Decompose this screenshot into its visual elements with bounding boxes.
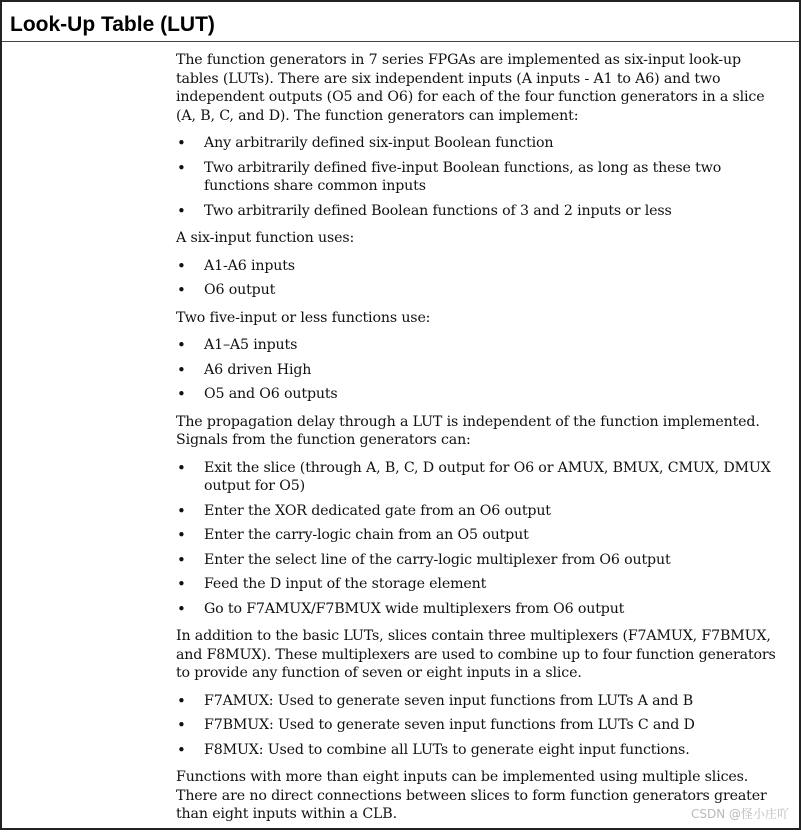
list-item: • Feed the D input of the storage element xyxy=(176,575,784,594)
list-item: • Enter the carry-logic chain from an O5 output xyxy=(176,526,784,545)
list-item: • O5 and O6 outputs xyxy=(176,385,784,404)
list-item: • O6 output xyxy=(176,281,784,300)
list-item: • Two arbitrarily defined five-input Boolean functions, as long as these two functions share common inputs xyxy=(176,159,784,196)
mux-paragraph: In addition to the basic LUTs, slices contain three multiplexers (F7AMUX, F7BMUX, and F8MUX). These multiplexers are used to combine up to four function generators to provide any function of seven or eight inputs in a slice. xyxy=(176,628,776,681)
list-item: • Two arbitrarily defined Boolean functions of 3 and 2 inputs or less xyxy=(176,202,784,221)
five-input-paragraph: Two five-input or less functions use: xyxy=(176,309,431,326)
list-item: • Exit the slice (through A, B, C, D output for O6 or AMUX, BMUX, CMUX, DMUX output for O5) xyxy=(176,459,784,496)
six-input-paragraph: A six-input function uses: xyxy=(176,230,355,246)
propagation-paragraph: The propagation delay through a LUT is independent of the function implemented. Signals from the function generators can: xyxy=(176,413,760,448)
five-input-list xyxy=(176,336,784,404)
signals-list xyxy=(176,459,784,619)
watermark: CSDN @怪小庄吖 xyxy=(690,807,789,821)
list-item: • Any arbitrarily defined six-input Boolean function xyxy=(176,134,784,153)
list-item: • F7AMUX: Used to generate seven input functions from LUTs A and B xyxy=(176,692,784,711)
mux-list xyxy=(176,692,784,760)
section-title: Look-Up Table (LUT) xyxy=(10,13,215,36)
title-divider xyxy=(2,41,799,42)
list-item: • F8MUX: Used to combine all LUTs to generate eight input functions. xyxy=(176,741,784,760)
implement-list xyxy=(176,134,784,220)
section-body xyxy=(176,51,784,833)
list-item: • A6 driven High xyxy=(176,361,784,380)
list-item: • Go to F7AMUX/F7BMUX wide multiplexers from O6 output xyxy=(176,600,784,619)
six-input-list xyxy=(176,257,784,300)
intro-paragraph: The function generators in 7 series FPGAs are implemented as six-input look-up tables (LUTs). There are six independent inputs (A inputs - A1 to A6) and two independent outputs (O5 and O6) for each of the four function generators in a slice (A, B, C, and D). The function generators can implement: xyxy=(176,52,765,124)
list-item: • A1-A6 inputs xyxy=(176,257,784,276)
list-item: • Enter the XOR dedicated gate from an O6 output xyxy=(176,502,784,521)
closing-paragraph: Functions with more than eight inputs can be implemented using multiple slices. There are no direct connections between slices to form function generators greater than eight inputs within a CLB. xyxy=(176,769,767,822)
list-item: • F7BMUX: Used to generate seven input functions from LUTs C and D xyxy=(176,716,784,735)
list-item: • A1–A5 inputs xyxy=(176,336,784,355)
list-item: • Enter the select line of the carry-logic multiplexer from O6 output xyxy=(176,551,784,570)
